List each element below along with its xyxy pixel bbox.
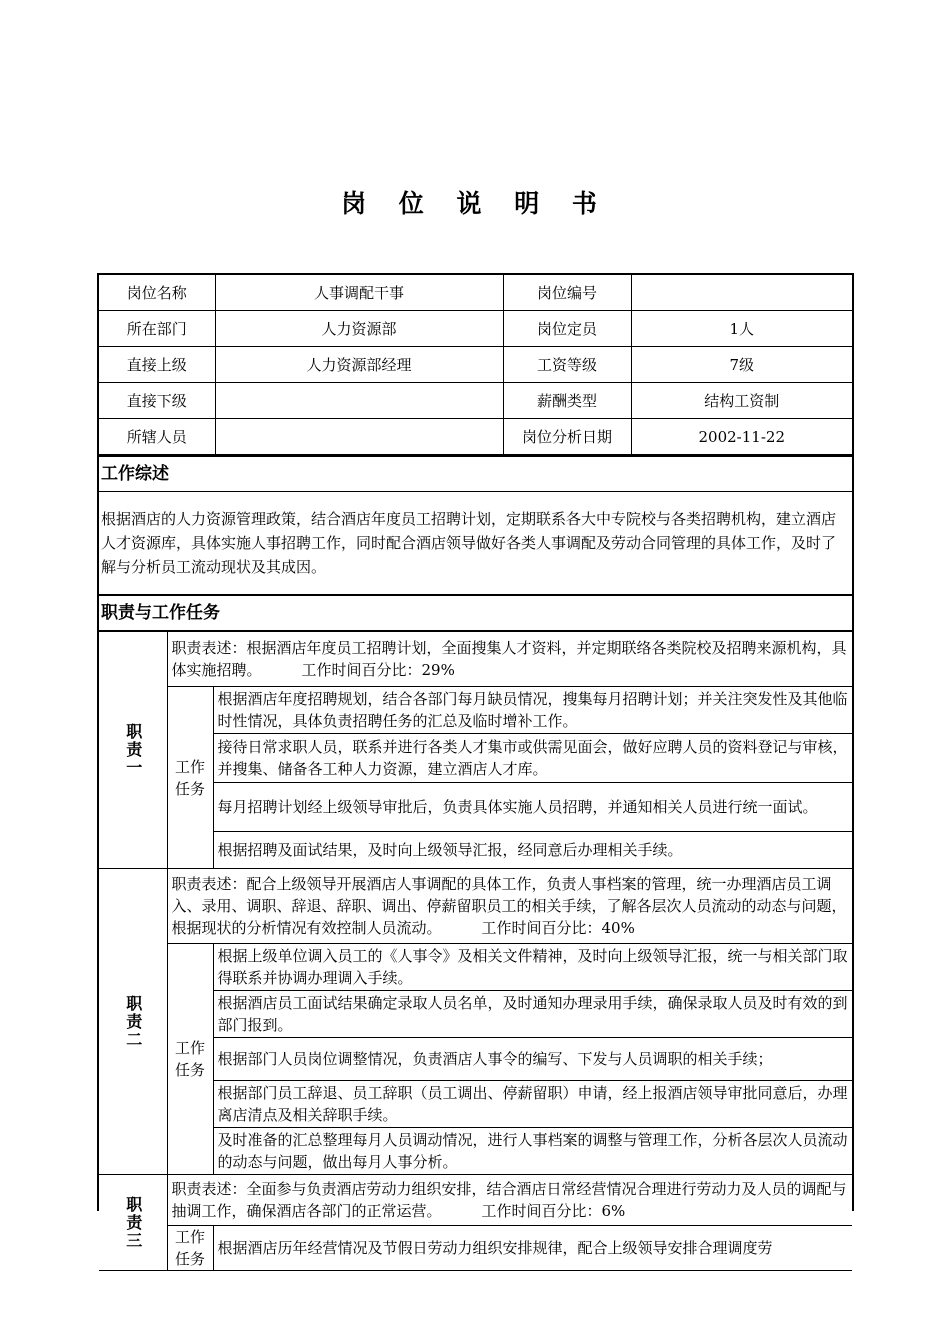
info-value2: 结构工资制 — [631, 383, 852, 419]
duty-description — [167, 632, 852, 687]
info-label1: 岗位名称 — [99, 275, 215, 311]
task-item: 接待日常求职人员，联系并进行各类人才集市或供需见面会，做好应聘人员的资料登记与审核，并搜集、储备各工种人力资源，建立酒店人才库。 — [213, 734, 852, 783]
info-label1: 所辖人员 — [99, 419, 215, 455]
duty-description-text: 职责表述：配合上级领导开展酒店人事调配的具体工作，负责人事档案的管理，统一办理酒店员工调入、录用、调职、辞退、辞职、调出、停薪留职员工的相关手续，了解各层次人员流动的动态与问题，根据现状的分析情况有效控制人员流动。 — [171, 875, 847, 937]
duty-label: 职责一 — [99, 632, 167, 869]
task-item: 根据部门人员岗位调整情况，负责酒店人事令的编写、下发与人员调职的相关手续； — [213, 1038, 852, 1081]
info-label2: 岗位分析日期 — [503, 419, 631, 455]
info-value1: 人事调配干事 — [215, 275, 503, 311]
summary-text: 根据酒店的人力资源管理政策，结合酒店年度员工招聘计划，定期联系各大中专院校与各类招聘机构，建立酒店人才资源库，具体实施人事招聘工作，同时配合酒店领导做好各类人事调配及劳动合同管理的具体工作，及时了解与分析员工流动现状及其成因。 — [99, 492, 852, 596]
task-item: 根据酒店员工面试结果确定录取人员名单，及时通知办理录用手续，确保录取人员及时有效的到部门报到。 — [213, 991, 852, 1038]
task-label: 工作 任务 — [167, 687, 213, 869]
summary-heading: 工作综述 — [99, 456, 852, 492]
info-value2: 7级 — [631, 347, 852, 383]
task-item: 根据部门员工辞退、员工辞职（员工调出、停薪留职）申请，经上报酒店领导审批同意后，办理离店清点及相关辞职手续。 — [213, 1081, 852, 1128]
info-value1: 人力资源部经理 — [215, 347, 503, 383]
duty-description — [167, 869, 852, 944]
duty-row — [99, 869, 852, 944]
task-label: 工作 任务 — [167, 1226, 213, 1271]
info-row — [99, 383, 852, 419]
task-item: 根据酒店年度招聘规划，结合各部门每月缺员情况，搜集每月招聘计划；并关注突发性及其他临时性情况，具体负责招聘任务的汇总及临时增补工作。 — [213, 687, 852, 734]
info-label2: 岗位编号 — [503, 275, 631, 311]
info-row — [99, 347, 852, 383]
duty-label: 职责二 — [99, 869, 167, 1175]
duty-description-text: 职责表述：全面参与负责酒店劳动力组织安排，结合酒店日常经营情况合理进行劳动力及人员的调配与抽调工作，确保酒店各部门的正常运营。 — [171, 1180, 847, 1220]
duties-table — [99, 631, 852, 1271]
info-row — [99, 311, 852, 347]
task-row — [99, 687, 852, 734]
task-item: 根据招聘及面试结果，及时向上级领导汇报，经同意后办理相关手续。 — [213, 832, 852, 869]
info-value2 — [631, 275, 852, 311]
info-label2: 薪酬类型 — [503, 383, 631, 419]
info-label1: 直接下级 — [99, 383, 215, 419]
info-label2: 工资等级 — [503, 347, 631, 383]
info-value1: 人力资源部 — [215, 311, 503, 347]
duty-row — [99, 1175, 852, 1226]
duty-description-text: 职责表述：根据酒店年度员工招聘计划，全面搜集人才资料，并定期联络各类院校及招聘来源机构，具体实施招聘。 — [171, 639, 847, 679]
duty-time-percent: 工作时间百分比：6% — [481, 1202, 626, 1220]
job-description-table — [97, 273, 854, 1268]
info-value2: 2002-11-22 — [631, 419, 852, 455]
duties-heading: 职责与工作任务 — [99, 595, 852, 631]
info-value2: 1人 — [631, 311, 852, 347]
info-label2: 岗位定员 — [503, 311, 631, 347]
task-row — [99, 944, 852, 991]
task-row — [99, 1226, 852, 1271]
task-item: 根据酒店历年经营情况及节假日劳动力组织安排规律，配合上级领导安排合理调度劳 — [213, 1226, 852, 1271]
duty-time-percent: 工作时间百分比：29% — [301, 661, 455, 679]
summary-section — [99, 455, 852, 631]
info-label1: 所在部门 — [99, 311, 215, 347]
task-label: 工作 任务 — [167, 944, 213, 1175]
info-value1 — [215, 419, 503, 455]
basic-info-table — [99, 275, 852, 455]
page-title: 岗 位 说 明 书 — [341, 189, 609, 218]
task-item: 及时准备的汇总整理每月人员调动情况，进行人事档案的调整与管理工作，分析各层次人员流动的动态与问题，做出每月人事分析。 — [213, 1128, 852, 1175]
task-item: 根据上级单位调入员工的《人事令》及相关文件精神，及时向上级领导汇报，统一与相关部门取得联系并协调办理调入手续。 — [213, 944, 852, 991]
duty-description — [167, 1175, 852, 1226]
info-value1 — [215, 383, 503, 419]
duty-time-percent: 工作时间百分比：40% — [481, 919, 635, 937]
duty-row — [99, 632, 852, 687]
duty-label: 职责三 — [99, 1175, 167, 1271]
info-row — [99, 419, 852, 455]
info-row — [99, 275, 852, 311]
info-label1: 直接上级 — [99, 347, 215, 383]
task-item: 每月招聘计划经上级领导审批后，负责具体实施人员招聘，并通知相关人员进行统一面试。 — [213, 783, 852, 832]
